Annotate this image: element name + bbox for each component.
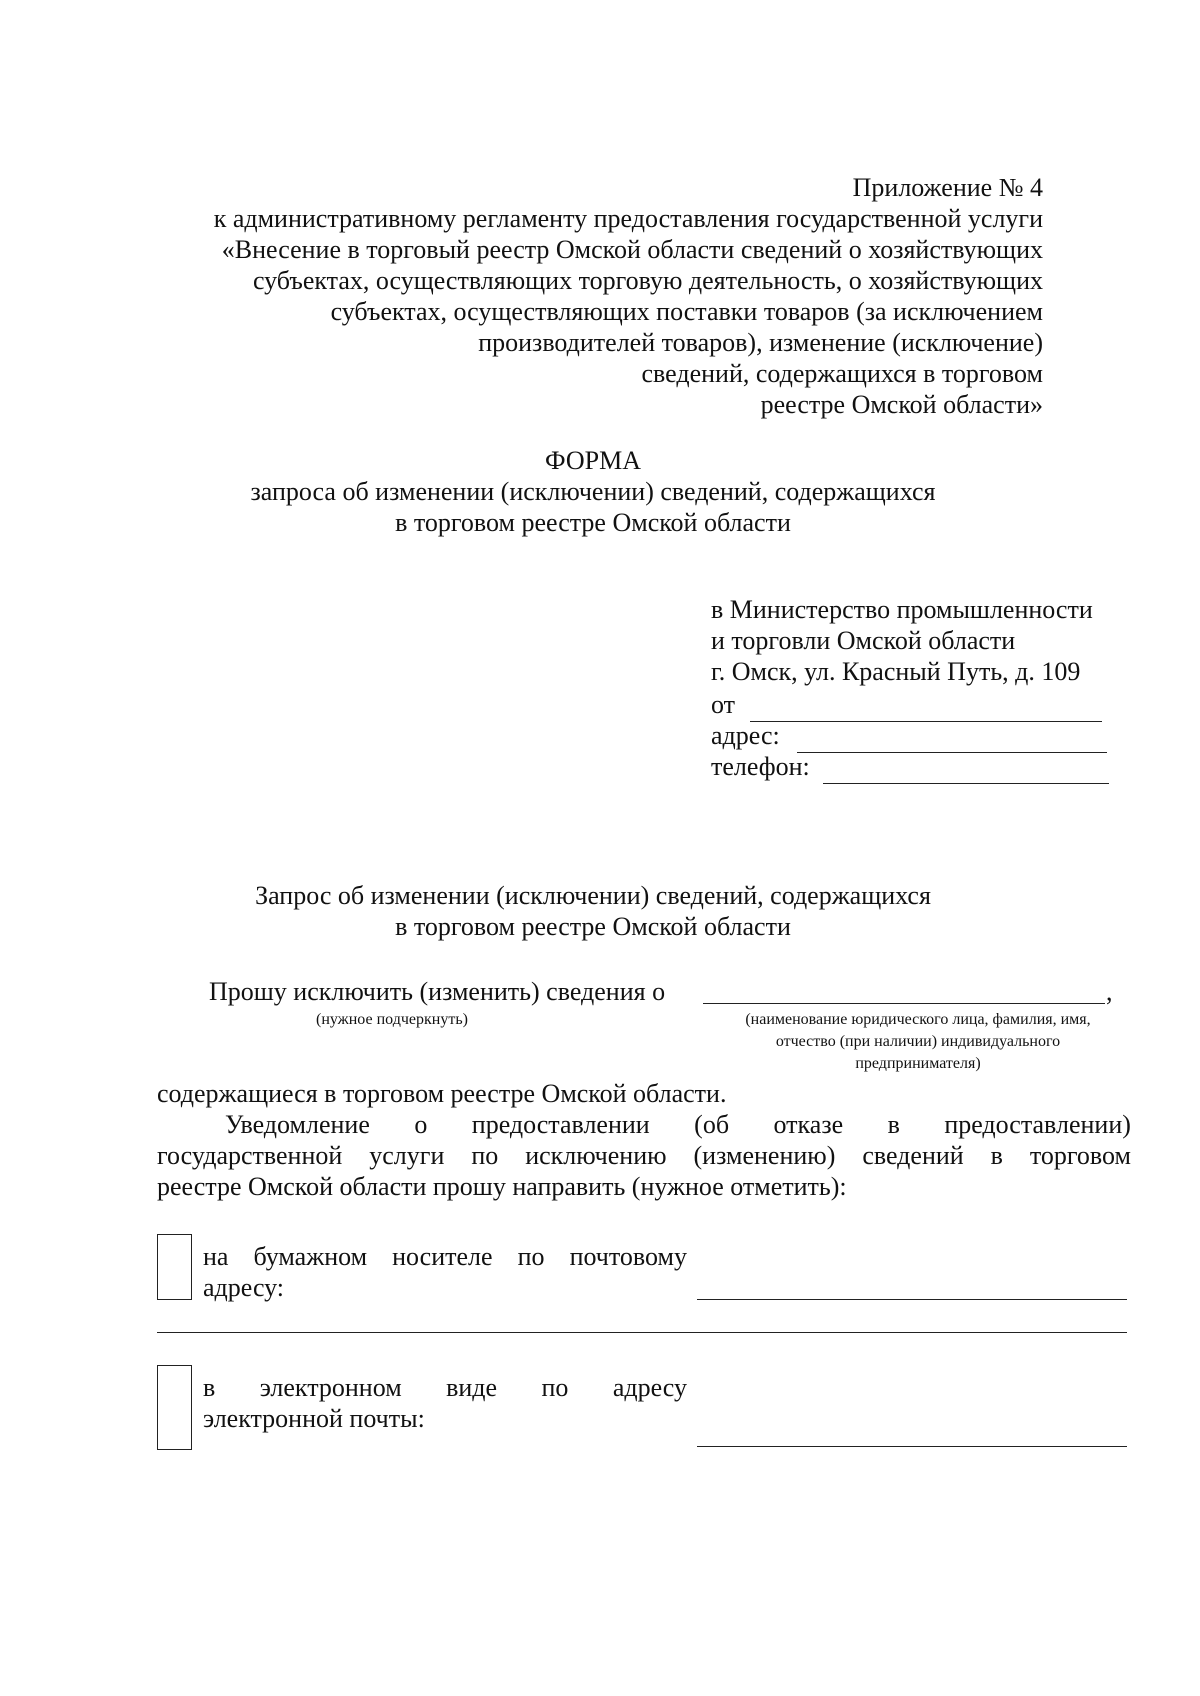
address-label: адрес: xyxy=(711,721,780,750)
paper-option-line2: адресу: xyxy=(203,1273,285,1302)
notice-word: государственной xyxy=(157,1141,343,1170)
email-address-line[interactable] xyxy=(697,1446,1127,1447)
paper-word: по xyxy=(517,1242,545,1271)
addressee-line1: в Министерство промышленности xyxy=(711,595,1093,624)
form-heading: ФОРМА xyxy=(545,446,641,475)
notice-line3: реестре Омской области прошу направить (нужное отметить): xyxy=(157,1172,847,1201)
email-word: электронном xyxy=(259,1373,402,1402)
notice-word: исключению xyxy=(525,1141,667,1170)
note-name-3: предпринимателя) xyxy=(855,1055,981,1072)
paper-word: носителе xyxy=(392,1242,493,1271)
appendix-line: субъектах, осуществляющих поставки товаров (за исключением xyxy=(330,297,1043,326)
request-title-line2: в торговом реестре Омской области xyxy=(395,912,791,941)
email-delivery-checkbox[interactable] xyxy=(157,1365,192,1450)
addressee-line3: г. Омск, ул. Красный Путь, д. 109 xyxy=(711,657,1081,686)
form-subtitle-line2: в торговом реестре Омской области xyxy=(395,508,791,537)
notice-word: сведений xyxy=(862,1141,964,1170)
notice-word: по xyxy=(471,1141,499,1170)
ask-text: Прошу исключить (изменить) сведения о xyxy=(209,977,666,1006)
notice-line1 xyxy=(225,1110,1131,1140)
ask-comma: , xyxy=(1106,977,1113,1006)
notice-word: в xyxy=(887,1110,900,1139)
contained-text: содержащиеся в торговом реестре Омской области. xyxy=(157,1079,727,1108)
notice-line2 xyxy=(157,1141,1131,1171)
email-word: по xyxy=(541,1373,569,1402)
notice-word: торговом xyxy=(1029,1141,1131,1170)
appendix-line: субъектах, осуществляющих торговую деятельность, о хозяйствующих xyxy=(252,266,1043,295)
postal-address-line-continued[interactable] xyxy=(157,1332,1127,1333)
email-option-line1 xyxy=(203,1373,687,1403)
from-label: от xyxy=(711,690,736,719)
notice-word: услуги xyxy=(369,1141,445,1170)
notice-word: (об xyxy=(694,1110,730,1139)
notice-word: (изменению) xyxy=(693,1141,836,1170)
subject-name-line[interactable] xyxy=(703,1003,1105,1004)
form-subtitle-line1: запроса об изменении (исключении) сведений, содержащихся xyxy=(250,477,936,506)
notice-word: о xyxy=(414,1110,428,1139)
phone-input-line[interactable] xyxy=(823,783,1109,784)
paper-word: почтовому xyxy=(569,1242,687,1271)
note-name-1: (наименование юридического лица, фамилия, имя, xyxy=(745,1011,1091,1028)
postal-address-line[interactable] xyxy=(697,1299,1127,1300)
request-title-line1: Запрос об изменении (исключении) сведений, содержащихся xyxy=(255,881,931,910)
paper-word: на xyxy=(203,1242,229,1271)
notice-word: Уведомление xyxy=(225,1110,370,1139)
note-underline: (нужное подчеркнуть) xyxy=(316,1011,468,1028)
addressee-line2: и торговли Омской области xyxy=(711,626,1016,655)
email-word: виде xyxy=(446,1373,498,1402)
phone-label: телефон: xyxy=(711,752,810,781)
appendix-line: реестре Омской области» xyxy=(760,390,1043,419)
from-input-line[interactable] xyxy=(750,721,1102,722)
email-option-line2: электронной почты: xyxy=(203,1404,425,1433)
notice-word: в xyxy=(990,1141,1003,1170)
address-input-line[interactable] xyxy=(797,752,1107,753)
paper-word: бумажном xyxy=(253,1242,368,1271)
notice-word: предоставлении) xyxy=(944,1110,1131,1139)
email-word: адресу xyxy=(612,1373,687,1402)
appendix-line: сведений, содержащихся в торговом xyxy=(641,359,1043,388)
appendix-line: к административному регламенту предоставления государственной услуги xyxy=(213,204,1043,233)
note-name-2: отчество (при наличии) индивидуального xyxy=(775,1033,1061,1050)
paper-option-line1 xyxy=(203,1242,687,1272)
appendix-line: «Внесение в торговый реестр Омской области сведений о хозяйствующих xyxy=(221,235,1043,264)
appendix-line: производителей товаров), изменение (исключение) xyxy=(478,328,1043,357)
email-word: в xyxy=(203,1373,216,1402)
notice-word: отказе xyxy=(773,1110,844,1139)
paper-delivery-checkbox[interactable] xyxy=(157,1234,192,1300)
appendix-number: Приложение № 4 xyxy=(852,173,1043,202)
notice-word: предоставлении xyxy=(471,1110,650,1139)
